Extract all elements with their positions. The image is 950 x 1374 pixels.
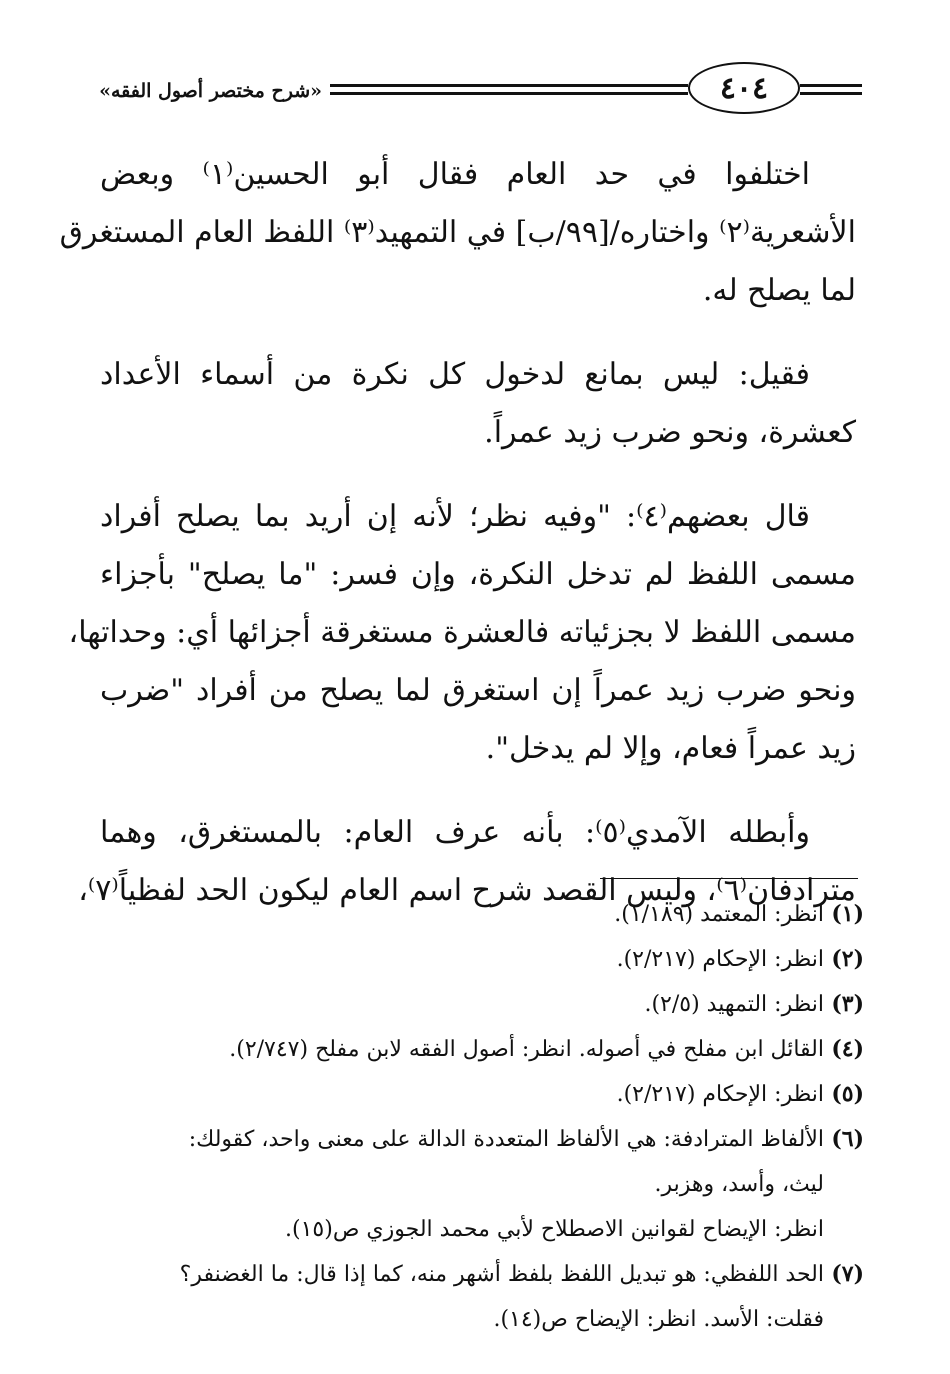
footnote-2: (٢)انظر: الإحكام (٢/٢١٧). <box>616 946 864 972</box>
header-rule-left <box>330 84 688 95</box>
header-rule-right <box>800 84 862 95</box>
footnote-1: (١)انظر: المعتمد (١/١٨٩). <box>614 901 864 927</box>
text-line: لما يصلح له. <box>702 273 856 308</box>
text-line: كعشرة، ونحو ضرب زيد عمراً. <box>484 415 856 450</box>
footnotes <box>100 892 864 1342</box>
paragraph <box>68 488 856 778</box>
text-line: قال بعضهم⁽٤⁾: "وفيه نظر؛ لأنه إن أريد بما يصلح أفراد <box>100 499 810 534</box>
text-line: فقيل: ليس بمانع لدخول كل نكرة من أسماء الأعداد <box>100 357 810 392</box>
text-line: مسمى اللفظ لم تدخل النكرة، وإن فسر: "ما يصلح" بأجزاء <box>100 557 856 592</box>
text-line: اختلفوا في حد العام فقال أبو الحسين⁽١⁾ وبعض <box>100 157 810 192</box>
footnote-separator <box>600 878 858 879</box>
footnote-3: (٣)انظر: التمهيد (٢/٥). <box>644 991 864 1017</box>
footnote-4: (٤)القائل ابن مفلح في أصوله. انظر: أصول الفقه لابن مفلح (٢/٧٤٧). <box>229 1036 864 1062</box>
text-line: الأشعرية⁽٢⁾ واختاره/[٩٩/ب] في التمهيد⁽٣⁾ اللفظ العام المستغرق <box>59 215 856 250</box>
paragraph <box>59 146 856 320</box>
footnote-7: (٧)الحد اللفظي: هو تبديل اللفظ بلفظ أشهر منه، كما إذا قال: ما الغضنفر؟ فقلت: الأسد. انظر: الإيضاح ص(١٤). <box>179 1261 864 1332</box>
text-line: مسمى اللفظ لا بجزئياته فالعشرة مستغرقة أجزائها أي: وحداتها، <box>68 615 856 650</box>
paragraph <box>100 346 856 462</box>
main-text <box>59 146 856 946</box>
text-line: ونحو ضرب زيد عمراً إن استغرق لما يصلح من أفراد "ضرب <box>100 673 856 708</box>
text-line: وأبطله الآمدي⁽٥⁾: بأنه عرف العام: بالمستغرق، وهما <box>100 815 810 850</box>
page-header <box>92 58 862 124</box>
text-line: مترادفان⁽٦⁾، وليس القصد شرح اسم العام ليكون الحد لفظياً⁽٧⁾، <box>78 873 856 908</box>
page-number: ٤٠٤ <box>688 62 800 114</box>
footnote-6: (٦)الألفاظ المترادفة: هي الألفاظ المتعددة الدالة على معنى واحد، كقولك: ليث، وأسد، وهزبر. انظر: الإيضاح لقوانين الاصطلاح لأبي محمد الجوزي ص(١٥). <box>188 1126 864 1242</box>
running-title: «شرح مختصر أصول الفقه» <box>99 80 322 102</box>
footnote-5: (٥)انظر: الإحكام (٢/٢١٧). <box>616 1081 864 1107</box>
text-line: زيد عمراً فعام، وإلا لم يدخل". <box>485 731 856 766</box>
